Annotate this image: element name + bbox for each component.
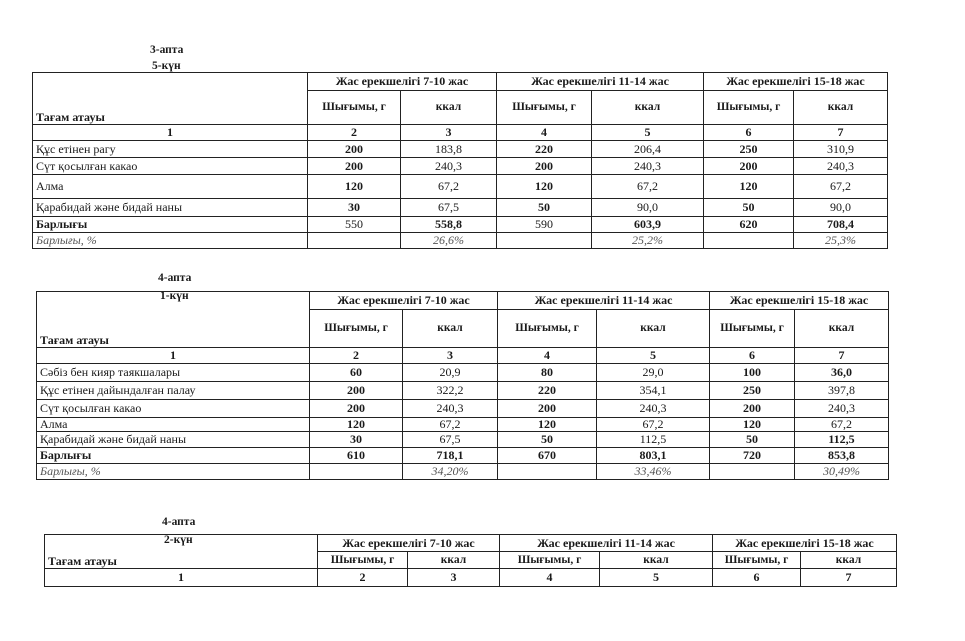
kcal-value: 67,5 — [401, 199, 497, 217]
age-group-header: Жас ерекшелігі 7-10 жас — [318, 535, 500, 552]
table-row — [37, 364, 889, 382]
weight-value: 120 — [710, 418, 795, 432]
weight-value: 200 — [710, 400, 795, 418]
kcal-value: 20,9 — [403, 364, 498, 382]
kcal-header: ккал — [801, 552, 897, 569]
weight-value: 50 — [710, 432, 795, 448]
table-row — [33, 141, 888, 158]
food-name: Қарабидай және бидай наны — [37, 432, 310, 448]
column-number: 3 — [408, 569, 500, 587]
food-name-header: Тағам атауы — [33, 73, 308, 125]
percent-value: 25,2% — [592, 233, 704, 249]
kcal-value: 310,9 — [794, 141, 888, 158]
kcal-value: 322,2 — [403, 382, 498, 400]
food-name: Құс етінен рагу — [33, 141, 308, 158]
weight-header: Шығымы, г — [710, 310, 795, 348]
table-row — [37, 418, 889, 432]
total-kcal: 853,8 — [795, 448, 889, 464]
weight-value: 30 — [310, 432, 403, 448]
kcal-value: 240,3 — [795, 400, 889, 418]
menu-table-week3-day5 — [32, 72, 888, 249]
table-row — [33, 158, 888, 175]
weight-value: 250 — [704, 141, 794, 158]
kcal-value: 67,2 — [403, 418, 498, 432]
food-name: Құс етінен дайындалған палау — [37, 382, 310, 400]
column-number: 3 — [401, 125, 497, 141]
age-group-header: Жас ерекшелігі 15-18 жас — [704, 73, 888, 91]
kcal-header: ккал — [401, 91, 497, 125]
table-row — [37, 432, 889, 448]
kcal-value: 240,3 — [592, 158, 704, 175]
kcal-value: 183,8 — [401, 141, 497, 158]
total-kcal: 803,1 — [597, 448, 710, 464]
column-number: 6 — [710, 348, 795, 364]
column-number: 5 — [600, 569, 713, 587]
kcal-value: 240,3 — [401, 158, 497, 175]
percent-label: Барлығы, % — [37, 464, 310, 480]
total-row — [33, 217, 888, 233]
kcal-value: 354,1 — [597, 382, 710, 400]
food-name-header: Тағам атауы — [45, 535, 318, 569]
food-name: Сәбіз бен кияр таякшалары — [37, 364, 310, 382]
kcal-header: ккал — [408, 552, 500, 569]
kcal-value: 90,0 — [592, 199, 704, 217]
column-number: 2 — [318, 569, 408, 587]
weight-value: 60 — [310, 364, 403, 382]
food-name: Қарабидай және бидай наны — [33, 199, 308, 217]
total-kcal: 558,8 — [401, 217, 497, 233]
percent-value: 34,20% — [403, 464, 498, 480]
total-label: Барлығы — [37, 448, 310, 464]
percent-row — [37, 464, 889, 480]
kcal-value: 36,0 — [795, 364, 889, 382]
kcal-value: 67,2 — [597, 418, 710, 432]
kcal-value: 112,5 — [795, 432, 889, 448]
total-kcal: 708,4 — [794, 217, 888, 233]
menu-table-week4-day2 — [44, 534, 897, 587]
percent-value: 26,6% — [401, 233, 497, 249]
weight-value: 120 — [308, 175, 401, 199]
total-weight: 720 — [710, 448, 795, 464]
total-weight: 610 — [310, 448, 403, 464]
section-week-label: 3-апта — [150, 44, 184, 56]
total-weight: 670 — [498, 448, 597, 464]
table-row — [33, 199, 888, 217]
weight-header: Шығымы, г — [497, 91, 592, 125]
kcal-header: ккал — [600, 552, 713, 569]
column-number: 1 — [33, 125, 308, 141]
age-group-header: Жас ерекшелігі 7-10 жас — [308, 73, 497, 91]
food-name: Алма — [33, 175, 308, 199]
kcal-value: 397,8 — [795, 382, 889, 400]
weight-value: 120 — [310, 418, 403, 432]
kcal-value: 67,2 — [592, 175, 704, 199]
percent-value: 25,3% — [794, 233, 888, 249]
kcal-value: 29,0 — [597, 364, 710, 382]
kcal-header: ккал — [794, 91, 888, 125]
weight-value: 200 — [704, 158, 794, 175]
weight-value: 250 — [710, 382, 795, 400]
section-week-label: 4-апта — [162, 516, 196, 528]
age-group-header: Жас ерекшелігі 7-10 жас — [310, 292, 498, 310]
kcal-header: ккал — [597, 310, 710, 348]
weight-value: 200 — [310, 382, 403, 400]
section-day-label: 2-күн — [164, 534, 193, 546]
column-number: 5 — [597, 348, 710, 364]
percent-value: 30,49% — [795, 464, 889, 480]
table-row — [37, 400, 889, 418]
percent-value: 33,46% — [597, 464, 710, 480]
weight-value: 30 — [308, 199, 401, 217]
kcal-header: ккал — [795, 310, 889, 348]
weight-header: Шығымы, г — [308, 91, 401, 125]
table-row — [33, 175, 888, 199]
kcal-value: 67,2 — [795, 418, 889, 432]
column-number: 7 — [801, 569, 897, 587]
total-label: Барлығы — [33, 217, 308, 233]
food-name: Сүт қосылған какао — [37, 400, 310, 418]
kcal-value: 112,5 — [597, 432, 710, 448]
column-number: 3 — [403, 348, 498, 364]
weight-value: 200 — [497, 158, 592, 175]
weight-value: 120 — [497, 175, 592, 199]
column-number: 1 — [45, 569, 318, 587]
kcal-value: 90,0 — [794, 199, 888, 217]
weight-value: 200 — [498, 400, 597, 418]
section-day-label: 1-күн — [160, 290, 189, 302]
section-week-label: 4-апта — [158, 272, 192, 284]
age-group-header: Жас ерекшелігі 15-18 жас — [710, 292, 889, 310]
percent-label: Барлығы, % — [33, 233, 308, 249]
total-kcal: 718,1 — [403, 448, 498, 464]
kcal-value: 206,4 — [592, 141, 704, 158]
kcal-header: ккал — [592, 91, 704, 125]
column-number: 4 — [498, 348, 597, 364]
weight-header: Шығымы, г — [310, 310, 403, 348]
kcal-value: 240,3 — [794, 158, 888, 175]
menu-table-week4-day1 — [36, 291, 889, 480]
total-weight: 620 — [704, 217, 794, 233]
total-kcal: 603,9 — [592, 217, 704, 233]
section-day-label: 5-күн — [152, 60, 181, 72]
column-number: 4 — [497, 125, 592, 141]
weight-value: 200 — [308, 141, 401, 158]
table-row — [37, 382, 889, 400]
total-row — [37, 448, 889, 464]
weight-header: Шығымы, г — [704, 91, 794, 125]
weight-value: 50 — [498, 432, 597, 448]
weight-header: Шығымы, г — [318, 552, 408, 569]
weight-value: 100 — [710, 364, 795, 382]
weight-header: Шығымы, г — [500, 552, 600, 569]
weight-value: 120 — [704, 175, 794, 199]
kcal-value: 67,5 — [403, 432, 498, 448]
kcal-value: 240,3 — [597, 400, 710, 418]
column-number: 2 — [308, 125, 401, 141]
kcal-value: 240,3 — [403, 400, 498, 418]
weight-header: Шығымы, г — [498, 310, 597, 348]
column-number: 7 — [794, 125, 888, 141]
food-name: Сүт қосылған какао — [33, 158, 308, 175]
total-weight: 550 — [308, 217, 401, 233]
food-name-header: Тағам атауы — [37, 292, 310, 348]
column-number: 4 — [500, 569, 600, 587]
weight-value: 220 — [498, 382, 597, 400]
weight-value: 50 — [704, 199, 794, 217]
weight-header: Шығымы, г — [713, 552, 801, 569]
percent-row — [33, 233, 888, 249]
kcal-header: ккал — [403, 310, 498, 348]
column-number: 5 — [592, 125, 704, 141]
column-number: 7 — [795, 348, 889, 364]
column-number: 2 — [310, 348, 403, 364]
age-group-header: Жас ерекшелігі 11-14 жас — [500, 535, 713, 552]
weight-value: 80 — [498, 364, 597, 382]
column-number: 6 — [713, 569, 801, 587]
weight-value: 50 — [497, 199, 592, 217]
age-group-header: Жас ерекшелігі 11-14 жас — [497, 73, 704, 91]
age-group-header: Жас ерекшелігі 15-18 жас — [713, 535, 897, 552]
weight-value: 200 — [310, 400, 403, 418]
weight-value: 120 — [498, 418, 597, 432]
weight-value: 220 — [497, 141, 592, 158]
total-weight: 590 — [497, 217, 592, 233]
column-number: 6 — [704, 125, 794, 141]
food-name: Алма — [37, 418, 310, 432]
age-group-header: Жас ерекшелігі 11-14 жас — [498, 292, 710, 310]
column-number: 1 — [37, 348, 310, 364]
kcal-value: 67,2 — [794, 175, 888, 199]
weight-value: 200 — [308, 158, 401, 175]
kcal-value: 67,2 — [401, 175, 497, 199]
